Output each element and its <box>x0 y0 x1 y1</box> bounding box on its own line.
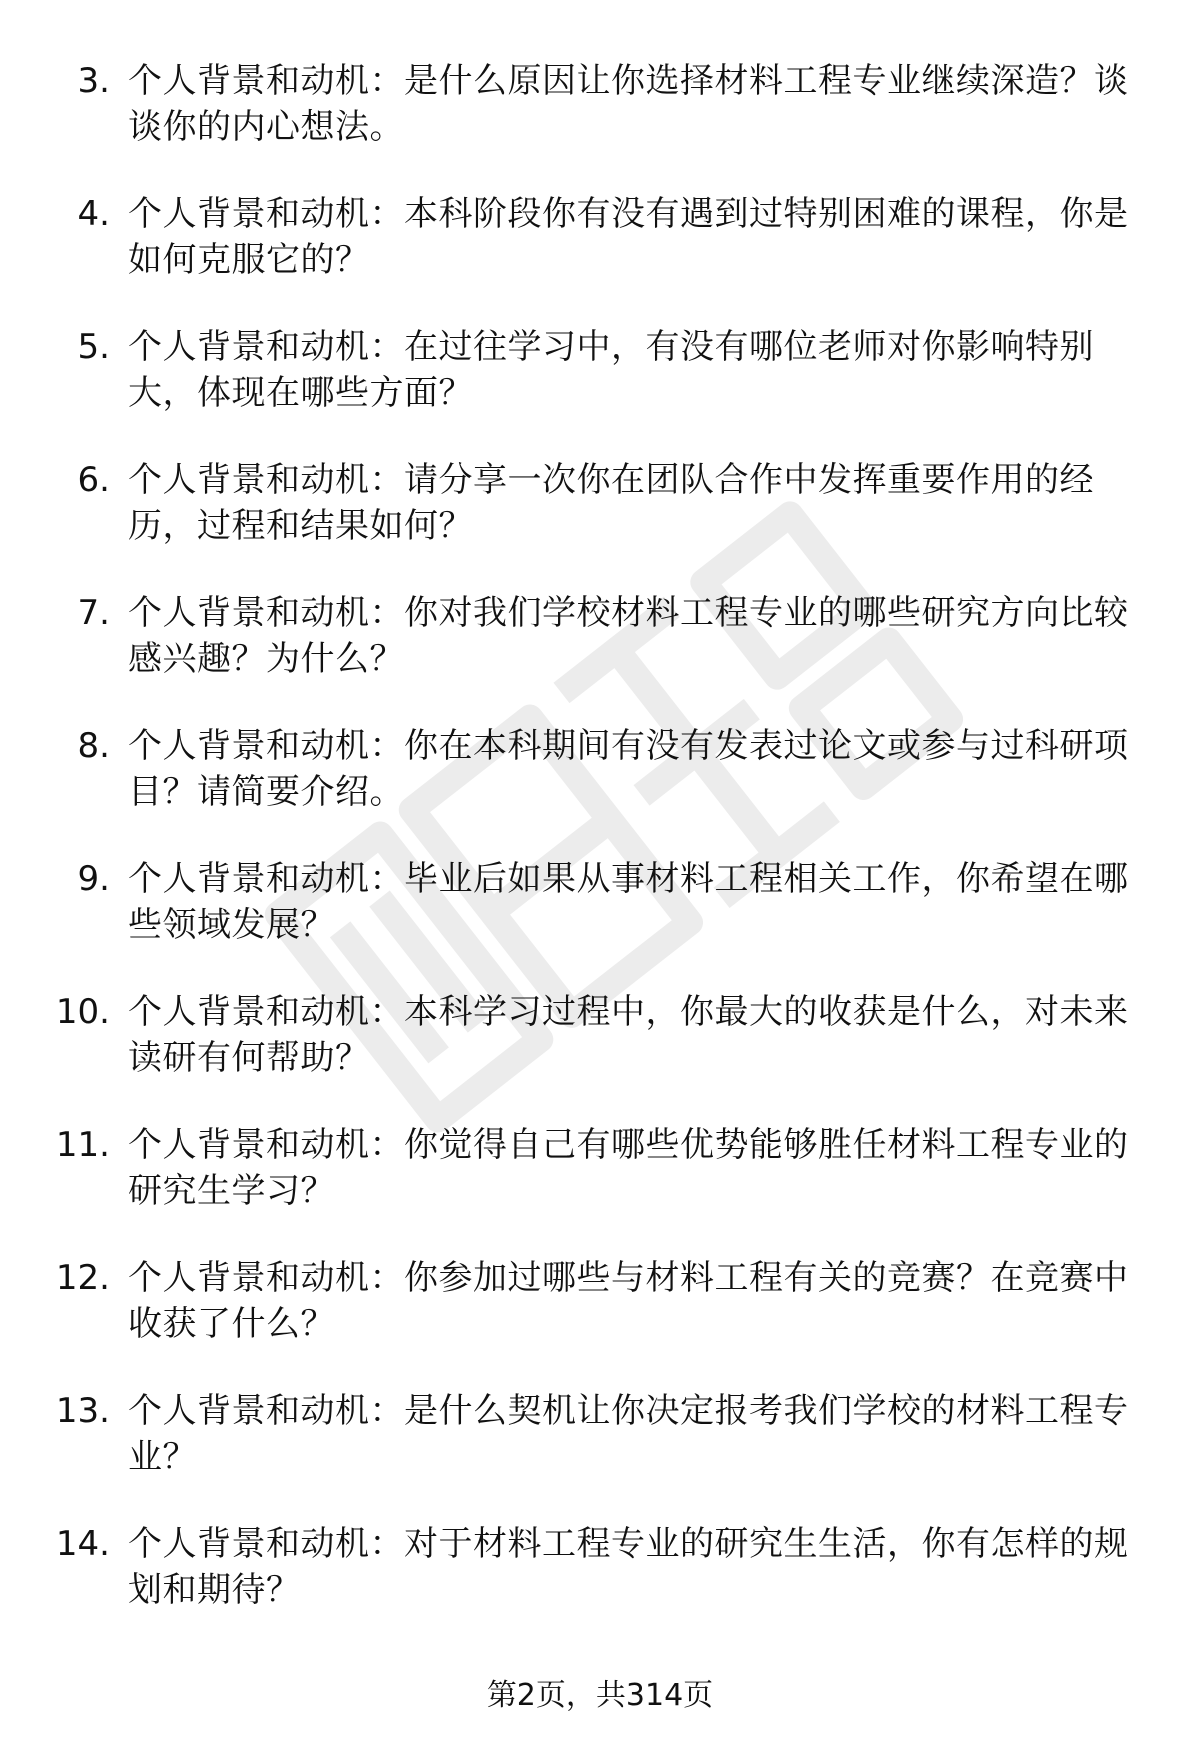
question-text: 个人背景和动机：在过往学习中，有没有哪位老师对你影响特别大，体现在哪些方面？ <box>128 327 1094 413</box>
question-item <box>0 1122 1200 1255</box>
question-number: 10. <box>55 992 110 1032</box>
question-list <box>0 58 1200 1654</box>
question-item <box>0 324 1200 457</box>
question-text: 个人背景和动机：是什么契机让你决定报考我们学校的材料工程专业？ <box>128 1391 1129 1477</box>
question-number: 5. <box>77 327 110 367</box>
question-number: 3. <box>77 61 110 101</box>
question-text: 个人背景和动机：毕业后如果从事材料工程相关工作，你希望在哪些领域发展？ <box>128 859 1129 945</box>
question-number: 7. <box>77 593 110 633</box>
question-text: 个人背景和动机：你对我们学校材料工程专业的哪些研究方向比较感兴趣？为什么？ <box>128 593 1129 679</box>
question-item <box>0 590 1200 723</box>
question-number: 11. <box>55 1125 110 1165</box>
question-number: 13. <box>55 1391 110 1431</box>
question-text: 个人背景和动机：对于材料工程专业的研究生生活，你有怎样的规划和期待？ <box>128 1524 1129 1610</box>
question-text: 个人背景和动机：本科阶段你有没有遇到过特别困难的课程，你是如何克服它的？ <box>128 194 1129 280</box>
question-item <box>0 1388 1200 1521</box>
question-text: 个人背景和动机：你在本科期间有没有发表过论文或参与过科研项目？请简要介绍。 <box>128 726 1129 812</box>
question-item <box>0 457 1200 590</box>
question-item <box>0 1521 1200 1654</box>
page-number-footer: 第2页，共314页 <box>486 1678 714 1713</box>
question-number: 12. <box>55 1258 110 1298</box>
question-item <box>0 723 1200 856</box>
question-number: 6. <box>77 460 110 500</box>
question-text: 个人背景和动机：你觉得自己有哪些优势能够胜任材料工程专业的研究生学习？ <box>128 1125 1129 1211</box>
question-number: 9. <box>77 859 110 899</box>
question-text: 个人背景和动机：请分享一次你在团队合作中发挥重要作用的经历，过程和结果如何？ <box>128 460 1094 546</box>
question-item <box>0 58 1200 191</box>
question-text: 个人背景和动机：你参加过哪些与材料工程有关的竞赛？在竞赛中收获了什么？ <box>128 1258 1129 1344</box>
question-text: 个人背景和动机：本科学习过程中，你最大的收获是什么，对未来读研有何帮助？ <box>128 992 1129 1078</box>
question-number: 4. <box>77 194 110 234</box>
question-number: 14. <box>55 1524 110 1564</box>
question-item <box>0 191 1200 324</box>
question-number: 8. <box>77 726 110 766</box>
question-text: 个人背景和动机：是什么原因让你选择材料工程专业继续深造？谈谈你的内心想法。 <box>128 61 1129 147</box>
question-item <box>0 1255 1200 1388</box>
question-item <box>0 856 1200 989</box>
question-item <box>0 989 1200 1122</box>
